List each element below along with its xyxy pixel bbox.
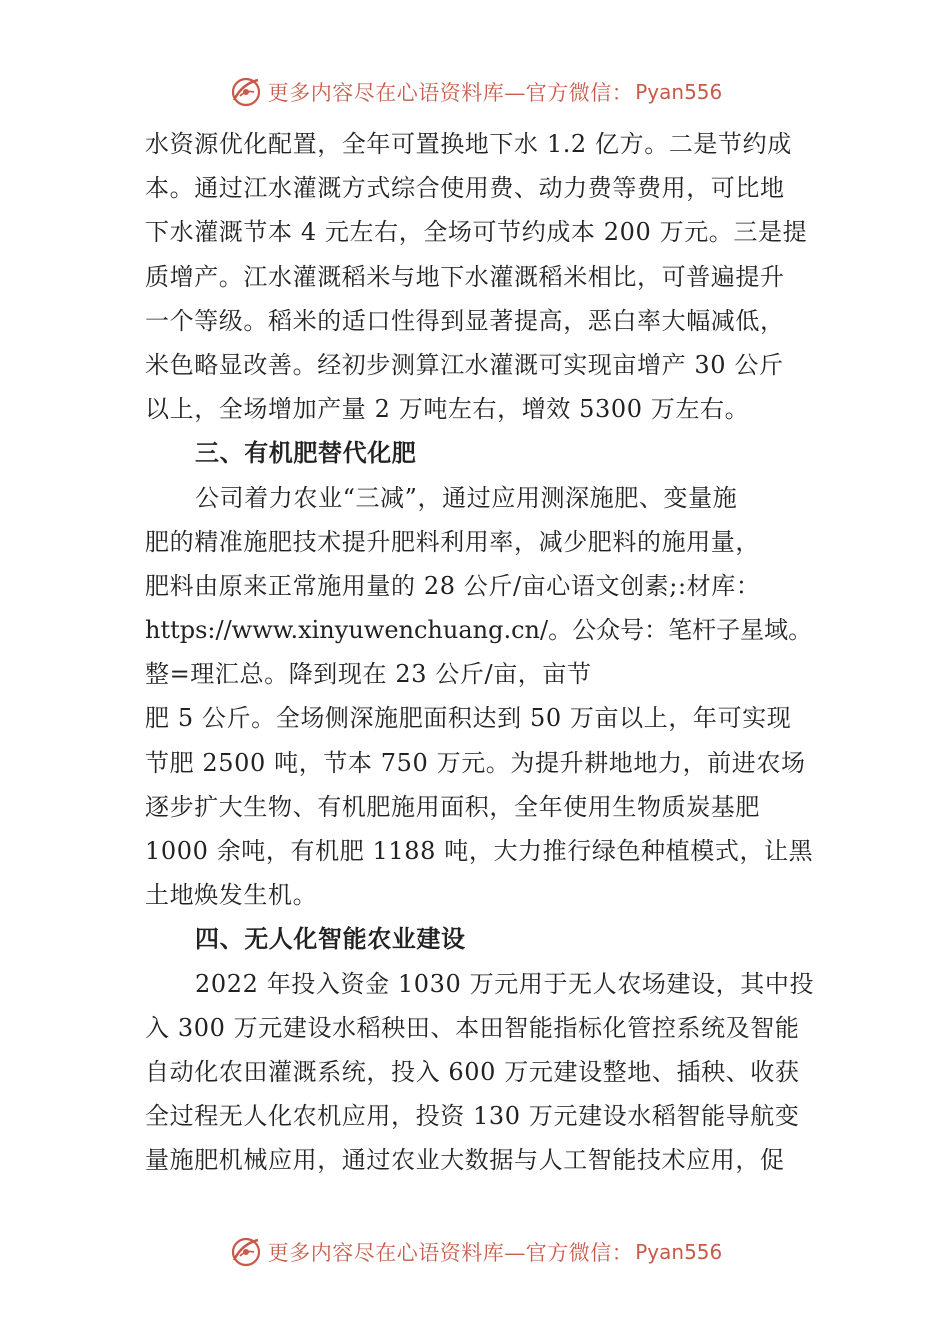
text-line: 以上，全场增加产量 2 万吨左右，增效 5300 万左右。 [145,395,750,424]
text-line: 入 300 万元建设水稻秧田、本田智能指标化管控系统及智能 [145,1013,800,1042]
text-line: 土地焕发生机。 [145,881,318,910]
banner-wechat-id: Pyan556 [635,80,723,104]
section-heading: 三、有机肥替代化肥 [195,439,417,468]
section-heading: 四、无人化智能农业建设 [195,925,466,954]
document-body [145,122,815,1183]
text-line: 下水灌溉节本 4 元左右，全场可节约成本 200 万元。三是提 [145,218,808,247]
text-line: 米色略显改善。经初步测算江水灌溉可实现亩增产 30 公斤 [145,350,784,379]
logo-icon [228,74,264,110]
text-line: 水资源优化配置，全年可置换地下水 1.2 亿方。二是节约成 [145,130,792,158]
header-banner [0,72,950,112]
text-line: 2022 年投入资金 1030 万元用于无人农场建设，其中投 [195,969,815,998]
text-line: 自动化农田灌溉系统，投入 600 万元建设整地、插秧、收获 [145,1057,800,1086]
text-line: 整=理汇总。降到现在 23 公斤/亩，亩节 [145,660,592,689]
text-line: 质增产。江水灌溉稻米与地下水灌溉稻米相比，可普遍提升 [145,262,785,291]
text-line: 本。通过江水灌溉方式综合使用费、动力费等费用，可比地 [145,174,785,203]
text-line: 逐步扩大生物、有机肥施用面积，全年使用生物质炭基肥 [145,792,760,821]
text-line: 公司着力农业“三减”，通过应用测深施肥、变量施 [195,483,738,512]
text-line: https://www.xinyuwenchuang.cn/。公众号：笔杆子星域。 [145,616,813,645]
banner-text: 更多内容尽在心语资料库—官方微信： [267,81,634,105]
text-line: 节肥 2500 吨，节本 750 万元。为提升耕地地力，前进农场 [145,748,806,777]
text-line: 肥料由原来正常施用量的 28 公斤/亩心语文创素;:材库： [145,571,761,600]
text-line: 一个等级。稻米的适口性得到显著提高，恶白率大幅减低， [145,306,785,335]
text-line: 肥的精准施肥技术提升肥料利用率，减少肥料的施用量， [145,527,760,556]
footer-banner [0,1232,950,1272]
text-line: 肥 5 公斤。全场侧深施肥面积达到 50 万亩以上，年可实现 [145,704,792,733]
banner-wechat-id: Pyan556 [635,1240,723,1264]
text-line: 量施肥机械应用，通过农业大数据与人工智能技术应用，促 [145,1146,785,1175]
text-line: 1000 余吨，有机肥 1188 吨，大力推行绿色种植模式，让黑 [145,837,814,865]
logo-icon [228,1234,264,1270]
text-line: 全过程无人化农机应用，投资 130 万元建设水稻智能导航变 [145,1102,800,1131]
banner-text: 更多内容尽在心语资料库—官方微信： [267,1241,634,1265]
